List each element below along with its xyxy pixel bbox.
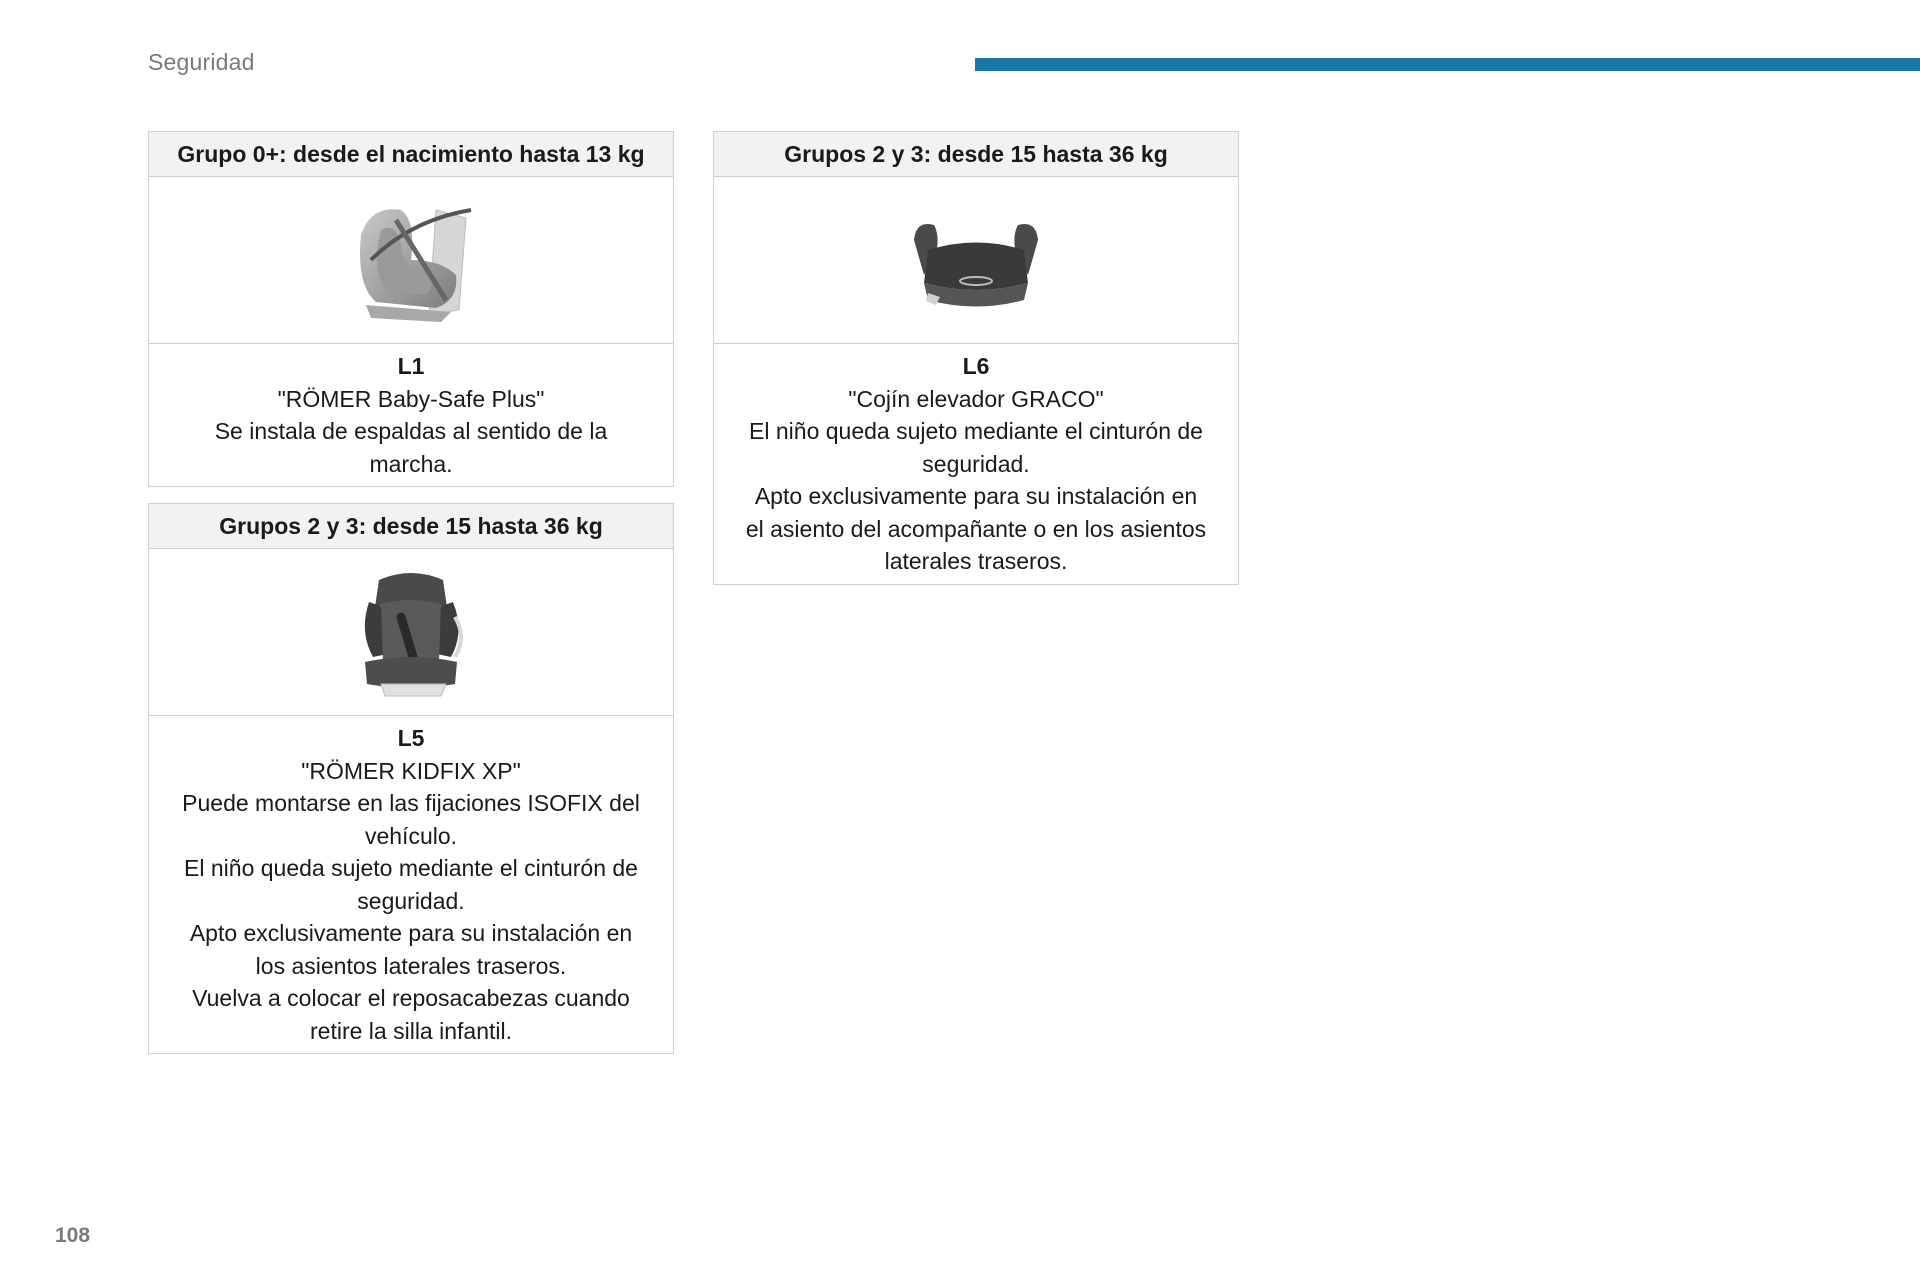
- description-line: El niño queda sujeto mediante el cinturón de: [749, 418, 1203, 444]
- seat-reference: L6: [962, 353, 990, 379]
- card-description: [714, 344, 1238, 584]
- card-image: [714, 177, 1238, 344]
- seat-reference: L1: [397, 353, 425, 379]
- description-line: Apto exclusivamente para su instalación en: [189, 920, 633, 946]
- description-line: "Cojín elevador GRACO": [848, 385, 1104, 412]
- description-line: "RÖMER Baby-Safe Plus": [277, 385, 545, 412]
- booster-cushion-icon: [906, 205, 1046, 315]
- section-title: Seguridad: [148, 49, 255, 75]
- infant-carrier-seat-icon: [341, 190, 481, 330]
- description-line: los asientos laterales traseros.: [255, 952, 567, 979]
- card-title: Grupos 2 y 3: desde 15 hasta 36 kg: [149, 504, 673, 549]
- description-line: "RÖMER KIDFIX XP": [301, 757, 521, 784]
- section-accent-bar: [975, 58, 1920, 71]
- description-line: seguridad.: [922, 450, 1030, 477]
- description-line: laterales traseros.: [884, 548, 1068, 574]
- page-number: 108: [55, 1224, 91, 1247]
- seat-card-l5: [148, 503, 674, 1054]
- card-image: [149, 177, 673, 344]
- card-description: [149, 344, 673, 486]
- description-line: marcha.: [369, 450, 453, 477]
- card-description: [149, 716, 673, 1053]
- description-line: retire la silla infantil.: [310, 1017, 512, 1044]
- seat-card-l1: [148, 131, 674, 487]
- card-title: Grupos 2 y 3: desde 15 hasta 36 kg: [714, 132, 1238, 177]
- description-line: El niño queda sujeto mediante el cinturón de: [184, 855, 638, 881]
- card-image: [149, 549, 673, 716]
- description-line: vehículo.: [364, 822, 458, 849]
- description-line: Puede montarse en las fijaciones ISOFIX del: [182, 790, 640, 816]
- highback-booster-seat-icon: [351, 562, 471, 702]
- description-line: seguridad.: [357, 887, 465, 914]
- description-line: Vuelva a colocar el reposacabezas cuando: [192, 985, 630, 1011]
- seat-reference: L5: [397, 725, 425, 751]
- description-line: Se instala de espaldas al sentido de la: [214, 418, 608, 444]
- seat-card-l6: [713, 131, 1239, 585]
- description-line: Apto exclusivamente para su instalación en: [754, 483, 1198, 509]
- card-title: Grupo 0+: desde el nacimiento hasta 13 kg: [149, 132, 673, 177]
- description-line: el asiento del acompañante o en los asientos: [745, 515, 1207, 542]
